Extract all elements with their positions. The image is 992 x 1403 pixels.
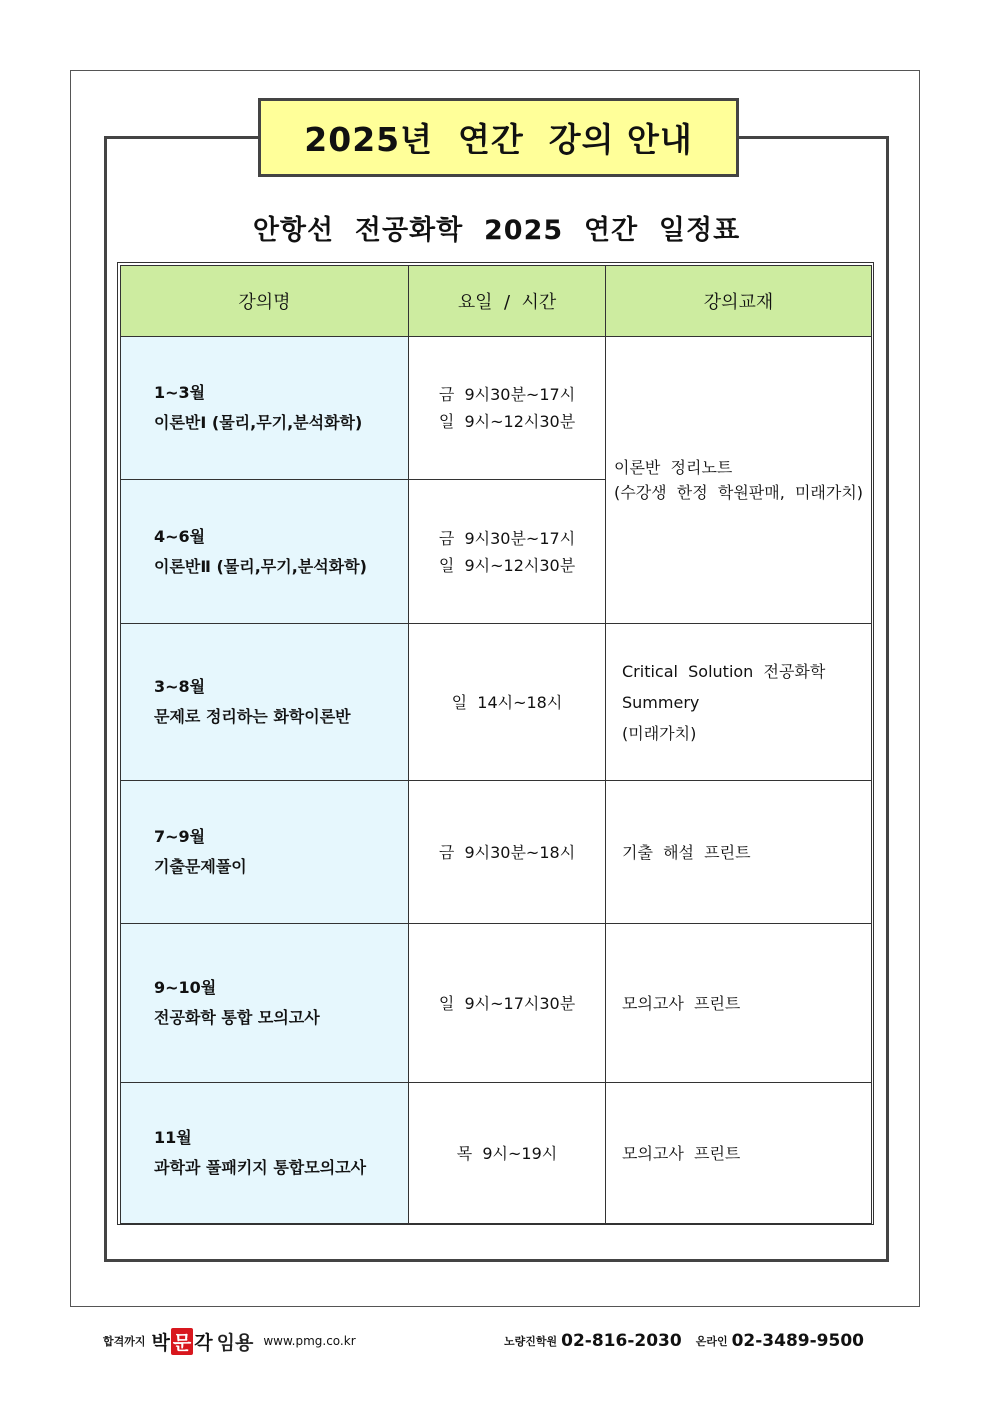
course-cell [121, 781, 409, 924]
course-time: 금 9시30분~17시 일 9시~12시30분 [409, 337, 606, 480]
online-label: 온라인 [695, 1335, 728, 1348]
course-cell [121, 624, 409, 781]
campus-phone: 02-816-2030 [561, 1331, 682, 1351]
footer-brand [103, 1325, 356, 1357]
schedule-table-wrapper [117, 262, 874, 1225]
course-cell [121, 924, 409, 1083]
course-textbook: 이론반 정리노트 (수강생 한정 학원판매, 미래가치) [606, 337, 872, 624]
course-period: 7~9월 [154, 827, 206, 846]
course-period: 4~6월 [154, 526, 206, 546]
course-textbook: 기출 해설 프린트 [606, 781, 872, 924]
table-row [121, 924, 872, 1083]
course-textbook: 모의고사 프린트 [606, 1083, 872, 1224]
footer-tagline: 합격까지 [103, 1335, 146, 1348]
header-course-name: 강의명 [121, 266, 409, 337]
table-row [121, 781, 872, 924]
course-time: 금 9시30분~17시 일 9시~12시30분 [409, 480, 606, 624]
table-header-row [121, 266, 872, 337]
table-row [121, 1083, 872, 1224]
course-name: 이론반Ⅱ (물리,무기,분석화학) [154, 556, 367, 576]
header-textbook: 강의교재 [606, 266, 872, 337]
brand-logo-left: 박 [151, 1331, 170, 1354]
schedule-table [120, 265, 872, 1224]
course-period: 9~10월 [154, 978, 217, 997]
brand-logo [152, 1328, 254, 1355]
course-name: 과학과 풀패키지 통합모의고사 [154, 1158, 367, 1177]
course-name: 이론반Ⅰ (물리,무기,분석화학) [154, 413, 363, 432]
brand-logo-right: 각 [194, 1331, 213, 1354]
course-textbook: Critical Solution 전공화학 Summery (미래가치) [606, 624, 872, 781]
course-period: 1~3월 [154, 383, 206, 402]
footer-contacts [504, 1325, 864, 1357]
course-period: 11월 [154, 1128, 192, 1147]
brand-logo-mid: 문 [171, 1328, 193, 1355]
brand-suffix: 임용 [216, 1331, 254, 1354]
course-textbook: 모의고사 프린트 [606, 924, 872, 1083]
table-row [121, 337, 872, 480]
course-name: 문제로 정리하는 화학이론반 [154, 707, 351, 726]
course-time: 일 14시~18시 [409, 624, 606, 781]
course-time: 일 9시~17시30분 [409, 924, 606, 1083]
course-cell [121, 480, 409, 624]
banner-title: 2025년 연간 강의 안내 [258, 98, 739, 177]
course-name: 기출문제풀이 [154, 857, 247, 876]
course-cell [121, 337, 409, 480]
schedule-title: 안항선 전공화학 2025 연간 일정표 [252, 215, 741, 246]
online-phone: 02-3489-9500 [731, 1331, 864, 1351]
footer-url[interactable]: www.pmg.co.kr [263, 1334, 356, 1348]
header-day-time: 요일 / 시간 [409, 266, 606, 337]
course-period: 3~8월 [154, 677, 206, 696]
course-time: 목 9시~19시 [409, 1083, 606, 1224]
course-cell [121, 1083, 409, 1224]
course-time: 금 9시30분~18시 [409, 781, 606, 924]
campus-label: 노량진학원 [503, 1335, 558, 1348]
table-row [121, 624, 872, 781]
course-name: 전공화학 통합 모의고사 [154, 1008, 320, 1027]
